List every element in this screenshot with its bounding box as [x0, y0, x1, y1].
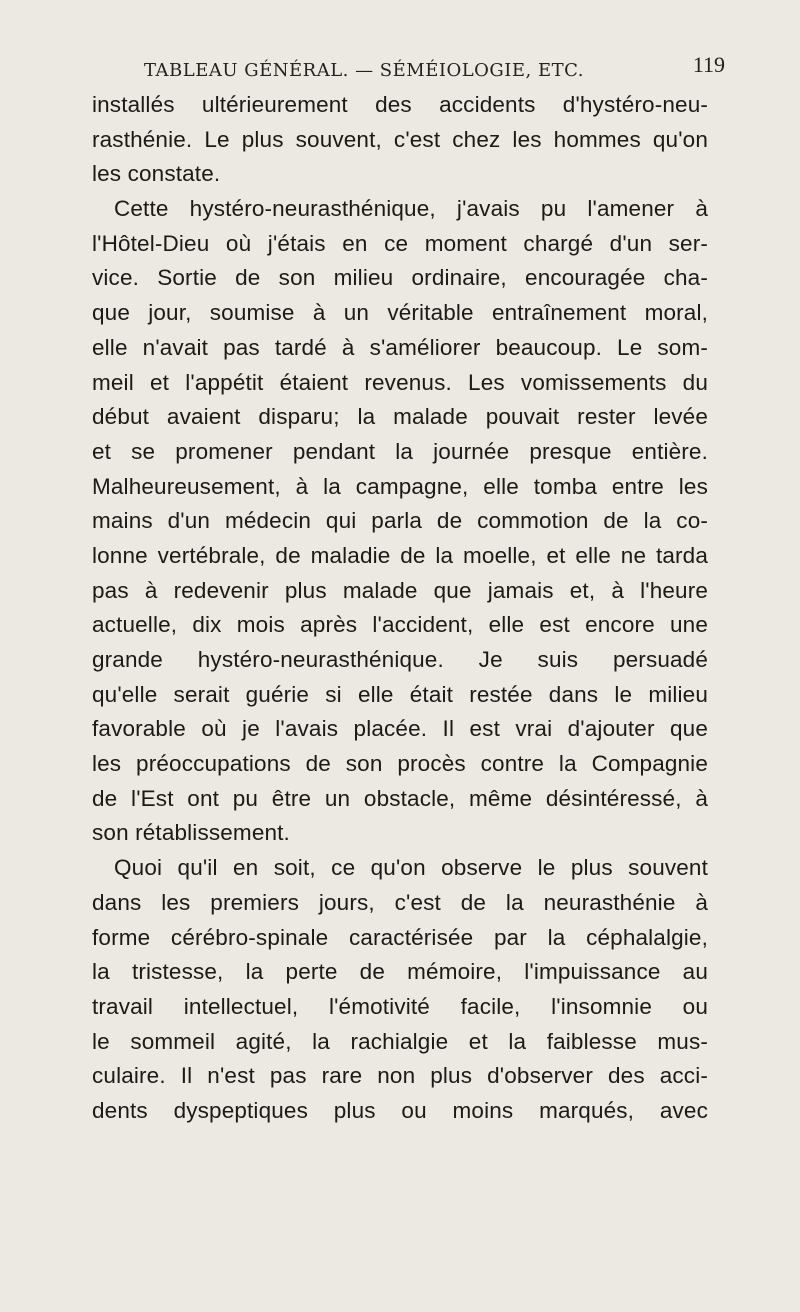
text-line: pas à redevenir plus malade que jamais et, à l'heure: [92, 577, 708, 603]
text-line: culaire. Il n'est pas rare non plus d'observer des acci-: [92, 1063, 708, 1089]
text-line: Malheureusement, à la campagne, elle tomba entre les: [92, 473, 708, 499]
text-line: actuelle, dix mois après l'accident, elle est encore une: [92, 612, 708, 638]
text-line: forme cérébro-spinale caractérisée par la céphalalgie,: [92, 924, 708, 950]
text-line: rasthénie. Le plus souvent, c'est chez les hommes qu'on: [92, 126, 708, 152]
text-line: son rétablissement.: [92, 820, 290, 846]
text-line: de l'Est ont pu être un obstacle, même désintéressé, à: [92, 785, 708, 811]
text-line: travail intellectuel, l'émotivité facile, l'insomnie ou: [92, 993, 708, 1019]
running-title: TABLEAU GÉNÉRAL. — SÉMÉIOLOGIE, ETC.: [144, 60, 584, 81]
text-line: les préoccupations de son procès contre la Compagnie: [92, 751, 708, 777]
text-line: elle n'avait pas tardé à s'améliorer beaucoup. Le som-: [92, 334, 708, 360]
text-line: les constate.: [92, 161, 221, 187]
text-line: Quoi qu'il en soit, ce qu'on observe le plus souvent: [114, 855, 708, 881]
text-line: dans les premiers jours, c'est de la neurasthénie à: [92, 889, 708, 915]
text-line: début avaient disparu; la malade pouvait rester levée: [92, 404, 708, 430]
text-line: dents dyspeptiques plus ou moins marqués, avec: [92, 1097, 708, 1123]
text-line: la tristesse, la perte de mémoire, l'impuissance au: [92, 959, 708, 985]
text-line: favorable où je l'avais placée. Il est vrai d'ajouter que: [92, 716, 708, 742]
text-line: lonne vertébrale, de maladie de la moelle, et elle ne tarda: [92, 542, 708, 568]
text-line: que jour, soumise à un véritable entraînement moral,: [92, 300, 708, 326]
text-line: l'Hôtel-Dieu où j'étais en ce moment chargé d'un ser-: [92, 230, 708, 256]
text-line: vice. Sortie de son milieu ordinaire, encouragée cha-: [92, 265, 708, 291]
text-line: Cette hystéro-neurasthénique, j'avais pu l'amener à: [114, 196, 708, 222]
text-line: meil et l'appétit étaient revenus. Les vomissements du: [92, 369, 708, 395]
running-head: [100, 52, 725, 88]
page-number: 119: [692, 52, 725, 77]
text-line: grande hystéro-neurasthénique. Je suis persuadé: [92, 647, 708, 672]
body-text: [92, 88, 708, 1129]
text-line: installés ultérieurement des accidents d'hystéro-neu-: [92, 92, 708, 117]
text-line: mains d'un médecin qui parla de commotion de la co-: [92, 508, 708, 534]
text-line: le sommeil agité, la rachialgie et la faiblesse mus-: [92, 1028, 708, 1054]
text-line: qu'elle serait guérie si elle était restée dans le milieu: [92, 681, 708, 707]
text-line: et se promener pendant la journée presque entière.: [92, 438, 708, 464]
